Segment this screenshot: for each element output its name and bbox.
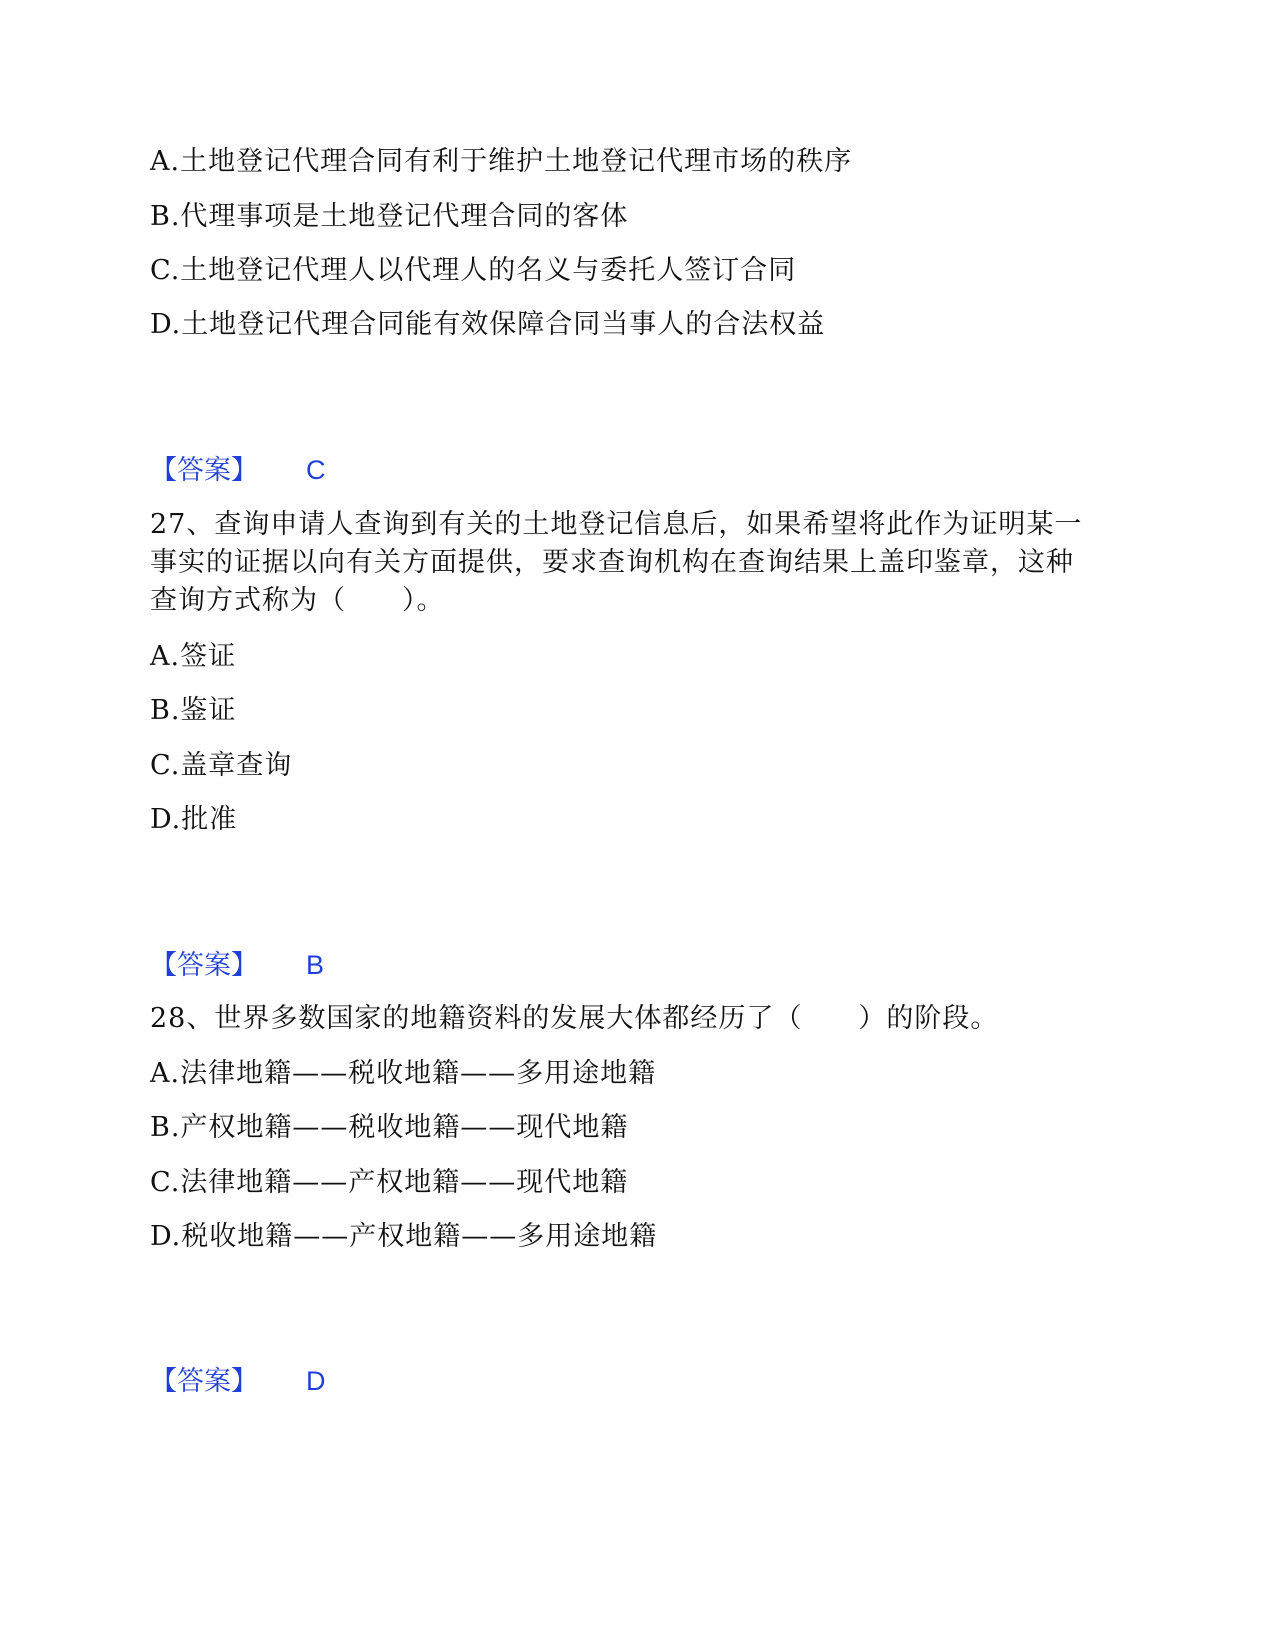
q28-question: 28、世界多数国家的地籍资料的发展大体都经历了（ ）的阶段。 bbox=[150, 1003, 999, 1034]
q27-question-line-1: 27、查询申请人查询到有关的土地登记信息后，如果希望将此作为证明某一 bbox=[150, 509, 1083, 540]
q26-option-b: B.代理事项是土地登记代理合同的客体 bbox=[150, 201, 629, 232]
q27-answer bbox=[150, 945, 324, 986]
q26-option-c: C.土地登记代理人以代理人的名义与委托人签订合同 bbox=[150, 255, 797, 286]
answer-label: 【答案】 bbox=[150, 950, 258, 981]
answer-label: 【答案】 bbox=[150, 1366, 258, 1397]
q28-option-d: D.税收地籍——产权地籍——多用途地籍 bbox=[150, 1221, 658, 1252]
q26-answer bbox=[150, 450, 326, 491]
q28-option-c: C.法律地籍——产权地籍——现代地籍 bbox=[150, 1167, 629, 1198]
q27-question-line-3: 查询方式称为（ ）。 bbox=[150, 585, 445, 616]
answer-value: D bbox=[306, 1366, 326, 1396]
q26-option-d: D.土地登记代理合同能有效保障合同当事人的合法权益 bbox=[150, 309, 826, 340]
q26-option-a: A.土地登记代理合同有利于维护土地登记代理市场的秩序 bbox=[150, 146, 853, 177]
answer-value: C bbox=[306, 455, 326, 485]
answer-value: B bbox=[306, 950, 325, 980]
q28-option-b: B.产权地籍——税收地籍——现代地籍 bbox=[150, 1112, 629, 1143]
answer-label: 【答案】 bbox=[150, 455, 258, 486]
q27-option-a: A.签证 bbox=[150, 641, 237, 672]
q28-option-a: A.法律地籍——税收地籍——多用途地籍 bbox=[150, 1058, 657, 1089]
q28-answer bbox=[150, 1361, 326, 1402]
q27-option-d: D.批准 bbox=[150, 804, 238, 835]
q27-question-line-2: 事实的证据以向有关方面提供，要求查询机构在查询结果上盖印鉴章，这种 bbox=[150, 547, 1074, 578]
q27-option-c: C.盖章查询 bbox=[150, 750, 293, 781]
q27-option-b: B.鉴证 bbox=[150, 695, 237, 726]
